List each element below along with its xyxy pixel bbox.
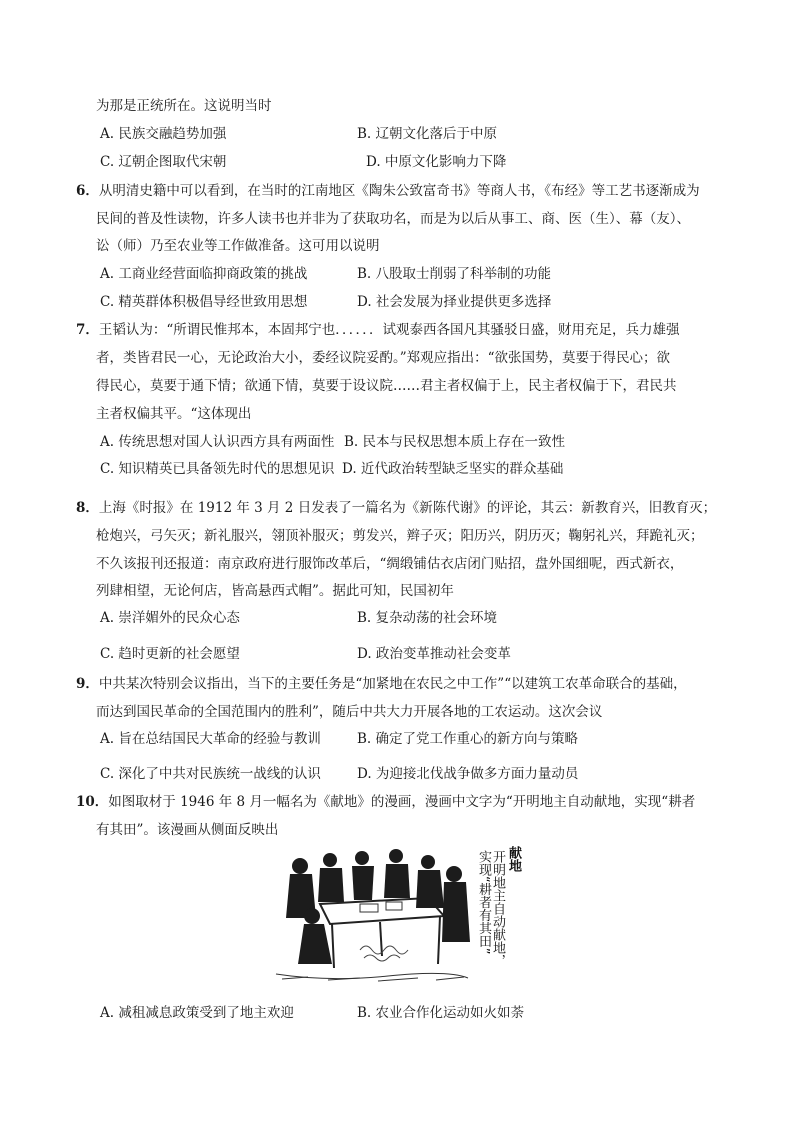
- q8-option-d[interactable]: D. 政治变革推动社会变革: [357, 646, 511, 662]
- q8-stem-line1: [76, 498, 716, 518]
- q5-option-d[interactable]: D. 中原文化影响力下降: [366, 154, 507, 170]
- q7-stem-line2: 者，类皆君民一心，无论政治大小，委经议院妥酌。”郑观应指出：“欲张国势，莫要于得民心；欲: [96, 350, 671, 366]
- q9-number: 9．: [76, 676, 99, 692]
- q6-stem-line3: 讼（师）乃至农业等工作做准备。这可用以说明: [96, 238, 380, 254]
- q6-option-c[interactable]: C. 精英群体积极倡导经世致用思想: [100, 294, 308, 310]
- q9-option-c[interactable]: C. 深化了中共对民族统一战线的认识: [100, 766, 321, 782]
- q6-option-b[interactable]: B. 八股取士削弱了科举制的功能: [357, 266, 552, 282]
- cartoon-title: 献地: [506, 846, 521, 872]
- q9-option-a[interactable]: A. 旨在总结国民大革命的经验与教训: [100, 731, 321, 747]
- q7-stem-line4: 主者权偏其平。“这体现出: [96, 406, 252, 422]
- q5-option-c[interactable]: C. 辽朝企图取代宋朝: [100, 154, 227, 170]
- q7-stem-line1: [76, 320, 680, 340]
- q5-option-b[interactable]: B. 辽朝文化落后于中原: [357, 126, 498, 142]
- q6-stem-line2: 民间的普及性读物，许多人读书也并非为了获取功名，而是为以后从事工、商、医（生）、幕（友）、: [96, 211, 690, 227]
- q7-stem-line3: 得民心，莫要于通下情；欲通下情，莫要于设议院……君主者权偏于上，民主者权偏于下，君民共: [96, 378, 677, 394]
- q10-option-a[interactable]: A. 减租减息政策受到了地主欢迎: [100, 1005, 294, 1021]
- q8-number: 8．: [76, 500, 99, 516]
- q8-option-b[interactable]: B. 复杂动荡的社会环境: [357, 610, 498, 626]
- q10-stem-line1: [76, 792, 695, 812]
- q9-option-b[interactable]: B. 确定了党工作重心的新方向与策略: [357, 731, 579, 747]
- cartoon-image: [268, 846, 521, 986]
- q10-option-b[interactable]: B. 农业合作化运动如火如荼: [357, 1005, 525, 1021]
- q6-text-1: 从明清史籍中可以看到，在当时的江南地区《陶朱公致富奇书》等商人书，《布经》等工艺书逐渐成为: [98, 183, 700, 199]
- q6-option-a[interactable]: A. 工商业经营面临抑商政策的挑战: [100, 266, 308, 282]
- q7-option-d[interactable]: D. 近代政治转型缺乏坚实的群众基础: [342, 461, 564, 477]
- q9-option-d[interactable]: D. 为迎接北伐战争做多方面力量动员: [357, 766, 579, 782]
- cartoon-caption-col2: 实现“耕者有其田”: [476, 850, 491, 955]
- q8-stem-line2: 枪炮兴，弓矢灭；新礼服兴，翎顶补服灭；剪发兴，辫子灭；阳历兴，阴历灭；鞠躬礼兴，拜跪礼灭；: [96, 528, 704, 544]
- q8-stem-line3: 不久该报刊还报道：南京政府进行服饰改革后，“绸缎铺估衣店闭门贴招，盘外国细呢，西式新衣，: [96, 556, 684, 572]
- q6-stem-line1: [76, 181, 700, 201]
- q10-stem-line2: 有其田”。该漫画从侧面反映出: [96, 822, 279, 838]
- q8-option-c[interactable]: C. 趋时更新的社会愿望: [100, 646, 240, 662]
- q8-stem-line4: 列肆相望，无论何店，皆高悬西式帽”。据此可知，民国初年: [96, 583, 454, 599]
- q6-option-d[interactable]: D. 社会发展为择业提供更多选择: [357, 294, 552, 310]
- q7-number: 7．: [76, 322, 99, 338]
- cartoon-caption-col1: 开明地主自动献地，: [490, 850, 505, 967]
- q8-text-1: 上海《时报》在 1912 年 3 月 2 日发表了一篇名为《新陈代谢》的评论，其云：新教育兴，旧教育灭；: [98, 500, 717, 516]
- q7-option-b[interactable]: B. 民本与民权思想本质上存在一致性: [344, 434, 566, 450]
- q8-option-a[interactable]: A. 崇洋媚外的民众心态: [100, 610, 240, 626]
- q10-number: 10．: [76, 794, 109, 810]
- q7-option-a[interactable]: A. 传统思想对国人认识西方具有两面性: [100, 434, 335, 450]
- cartoon-drawing: [268, 846, 506, 986]
- q5-option-a[interactable]: A. 民族交融趋势加强: [100, 126, 227, 142]
- q5-stem-tail: 为那是正统所在。这说明当时: [96, 98, 272, 114]
- q10-text-1: 如图取材于 1946 年 8 月一幅名为《献地》的漫画，漫画中文字为“开明地主自动献地，实现“耕者: [108, 794, 696, 810]
- q9-stem-line2: 而达到国民革命的全国范围内的胜利”，随后中共大力开展各地的工农运动。这次会议: [96, 704, 603, 720]
- q6-number: 6．: [76, 183, 99, 199]
- q7-text-1: 王韬认为：“所谓民惟邦本，本固邦宁也．．．．．．试观泰西各国凡其骚驳日盛，财用充足，兵力雄强: [98, 322, 680, 338]
- q7-option-c[interactable]: C. 知识精英已具备领先时代的思想见识: [100, 461, 335, 477]
- q9-stem-line1: [76, 674, 687, 694]
- q9-text-1: 中共某次特别会议指出，当下的主要任务是“加紧地在农民之中工作”“以建筑工农革命联合的基础，: [98, 676, 687, 692]
